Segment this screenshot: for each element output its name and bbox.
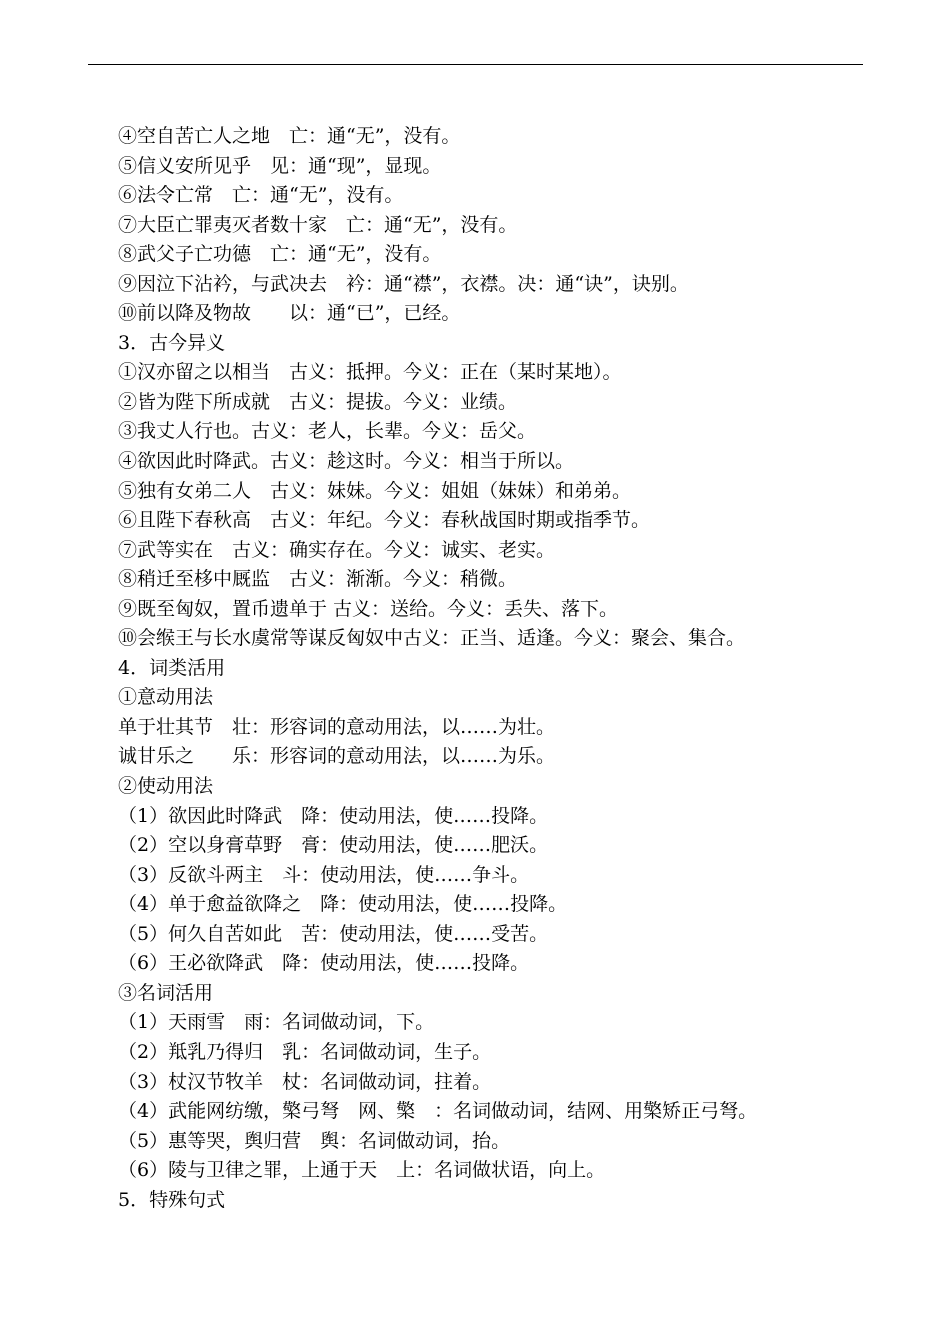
text-line: （1）欲因此时降武 降：使动用法，使……投降。 <box>118 804 549 827</box>
text-line: ⑧稍迁至栘中厩监 古义：渐渐。今义：稍微。 <box>118 568 518 591</box>
text-line: ②皆为陛下所成就 古义：提拔。今义：业绩。 <box>118 390 518 413</box>
text-line: （2）空以身膏草野 膏：使动用法，使……肥沃。 <box>118 834 549 857</box>
text-line: （6）陵与卫律之罪，上通于天 上：名词做状语，向上。 <box>118 1159 606 1182</box>
text-line: （5）惠等哭，舆归营 舆：名词做动词，抬。 <box>118 1129 511 1152</box>
text-line: ⑤信义安所见乎 见：通“现”，显现。 <box>118 154 442 177</box>
subsection-heading: ②使动用法 <box>118 775 214 798</box>
text-line: ⑤独有女弟二人 古义：妹妹。今义：姐姐（妹妹）和弟弟。 <box>118 479 632 502</box>
text-line: ⑧武父子亡功德 亡：通“无”，没有。 <box>118 243 442 266</box>
text-line: ⑨因泣下沾衿，与武决去 衿：通“襟”，衣襟。决：通“诀”，诀别。 <box>118 272 689 295</box>
text-line: ⑦武等实在 古义：确实存在。今义：诚实、老实。 <box>118 538 556 561</box>
text-line: （3）反欲斗两主 斗：使动用法，使……争斗。 <box>118 863 530 886</box>
subsection-heading: ③名词活用 <box>118 981 214 1004</box>
text-line: （2）羝乳乃得归 乳：名词做动词，生子。 <box>118 1040 492 1063</box>
text-line: ⑩前以降及物故 以：通“已”，已经。 <box>118 302 461 325</box>
text-line: （1）天雨雪 雨：名词做动词，下。 <box>118 1011 435 1034</box>
subsection-heading: ①意动用法 <box>118 686 214 709</box>
text-line: ④欲因此时降武。古义：趁这时。今义：相当于所以。 <box>118 450 575 473</box>
text-line: ①汉亦留之以相当 古义：抵押。今义：正在（某时某地）。 <box>118 361 622 384</box>
text-line: ⑨既至匈奴，置币遗单于 古义：送给。今义：丢失、落下。 <box>118 597 619 620</box>
text-line: 诚甘乐之 乐：形容词的意动用法，以……为乐。 <box>118 745 556 768</box>
section-heading: 5．特殊句式 <box>118 1188 226 1211</box>
text-line: （3）杖汉节牧羊 杖：名词做动词，拄着。 <box>118 1070 492 1093</box>
text-line: ③我丈人行也。古义：老人，长辈。今义：岳父。 <box>118 420 537 443</box>
text-line: （4）武能网纺缴，檠弓弩 网、檠 ：名词做动词，结网、用檠矫正弓弩。 <box>118 1100 758 1123</box>
section-heading: 4．词类活用 <box>118 656 226 679</box>
text-line: ⑩会缑王与长水虞常等谋反匈奴中古义：正当、适逢。今义：聚会、集合。 <box>118 627 746 650</box>
text-line: ⑥且陛下春秋高 古义：年纪。今义：春秋战国时期或指季节。 <box>118 509 651 532</box>
header-rule <box>88 64 863 65</box>
document-body <box>118 122 858 1215</box>
text-line: （4）单于愈益欲降之 降：使动用法，使……投降。 <box>118 893 568 916</box>
text-line: ⑦大臣亡罪夷灭者数十家 亡：通“无”，没有。 <box>118 213 518 236</box>
section-heading: 3．古今异义 <box>118 331 226 354</box>
text-line: ⑥法令亡常 亡：通“无”，没有。 <box>118 184 404 207</box>
text-line: ④空自苦亡人之地 亡：通“无”，没有。 <box>118 125 461 147</box>
text-line: （5）何久自苦如此 苦：使动用法，使……受苦。 <box>118 922 549 945</box>
text-line: 单于壮其节 壮：形容词的意动用法，以……为壮。 <box>118 715 556 738</box>
text-line: （6）王必欲降武 降：使动用法，使……投降。 <box>118 952 530 975</box>
